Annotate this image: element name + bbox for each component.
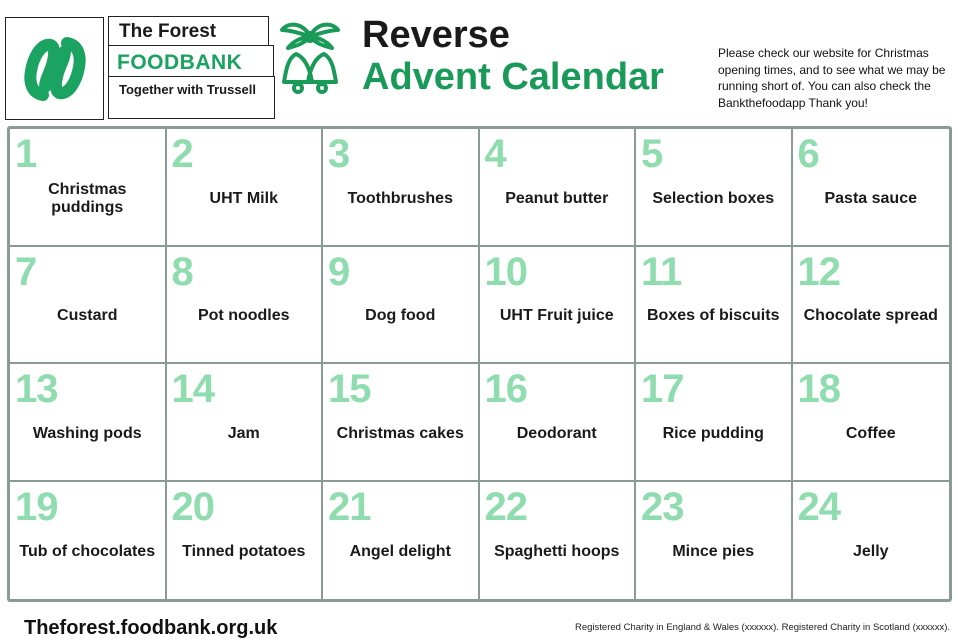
day-item: Custard (57, 307, 118, 325)
calendar-day-cell (793, 247, 950, 365)
day-number: 7 (15, 249, 37, 294)
day-number: 10 (484, 249, 527, 294)
day-number: 13 (15, 367, 58, 411)
day-item: UHT Milk (209, 189, 278, 207)
day-item: Jam (227, 424, 260, 442)
calendar-day-cell (480, 482, 637, 600)
day-item: Tinned potatoes (182, 543, 306, 561)
day-item: Christmas puddings (48, 180, 127, 216)
day-item: Coffee (845, 424, 896, 442)
day-number: 21 (328, 484, 371, 529)
calendar-day-cell (167, 482, 324, 600)
day-number: 3 (328, 132, 350, 176)
day-item: Jelly (852, 543, 889, 561)
calendar-day-cell (323, 247, 480, 365)
org-tagline: Together with Trussell (108, 76, 275, 119)
calendar-day-cell (10, 482, 167, 600)
day-number: 15 (328, 367, 371, 411)
charity-registration: Registered Charity in England & Wales (xxxxxx). Registered Charity in Scotland (xxxxxx). (575, 622, 951, 633)
calendar-day-cell (636, 129, 793, 247)
foodbank-logo (5, 17, 104, 120)
calendar-day-cell (10, 129, 167, 247)
day-item: Tub of chocolates (19, 543, 156, 561)
day-number: 14 (171, 367, 214, 411)
day-item: Selection boxes (652, 189, 775, 207)
day-number: 22 (484, 484, 527, 529)
day-item: Pot noodles (197, 307, 290, 325)
day-number: 17 (641, 367, 684, 411)
calendar-day-cell (793, 482, 950, 600)
calendar-day-cell (167, 247, 324, 365)
day-number: 5 (641, 132, 663, 176)
day-item: Toothbrushes (347, 189, 453, 207)
christmas-bells-icon (274, 18, 346, 100)
day-number: 23 (641, 484, 684, 529)
calendar-day-cell (636, 364, 793, 482)
advent-calendar-grid (7, 126, 952, 602)
day-number: 19 (15, 484, 58, 529)
day-item: Peanut butter (505, 189, 609, 207)
day-number: 6 (797, 132, 819, 176)
org-name: The Forest (108, 16, 269, 46)
day-item: Rice pudding (662, 424, 764, 442)
day-item: Deodorant (516, 424, 597, 442)
day-item: Washing pods (32, 424, 142, 442)
calendar-day-cell (323, 129, 480, 247)
calendar-day-cell (480, 129, 637, 247)
calendar-day-cell (323, 482, 480, 600)
calendar-title-line2: Advent Calendar (362, 56, 664, 98)
day-number: 12 (797, 249, 840, 294)
calendar-day-cell (480, 364, 637, 482)
day-item: UHT Fruit juice (499, 307, 614, 325)
foodbank-logo-icon (15, 29, 95, 109)
calendar-day-cell (480, 247, 637, 365)
calendar-day-cell (323, 364, 480, 482)
day-number: 4 (484, 132, 506, 176)
day-item: Pasta sauce (824, 189, 917, 207)
day-item: Spaghetti hoops (494, 543, 620, 561)
calendar-day-cell (793, 364, 950, 482)
calendar-day-cell (167, 364, 324, 482)
day-number: 9 (328, 249, 350, 294)
day-number: 11 (641, 249, 682, 294)
day-item: Dog food (365, 307, 436, 325)
day-item: Angel delight (349, 543, 451, 561)
org-subtitle: FOODBANK (108, 45, 274, 77)
calendar-day-cell (636, 482, 793, 600)
day-number: 1 (15, 132, 37, 176)
day-item: Mince pies (672, 543, 755, 561)
day-number: 24 (797, 484, 840, 529)
website-link[interactable]: Theforest.foodbank.org.uk (24, 617, 278, 639)
calendar-day-cell (636, 247, 793, 365)
day-number: 20 (171, 484, 214, 529)
day-item: Boxes of biscuits (647, 307, 780, 325)
day-number: 2 (171, 132, 193, 176)
day-number: 18 (797, 367, 840, 411)
day-number: 16 (484, 367, 527, 411)
day-item: Christmas cakes (336, 424, 464, 442)
calendar-day-cell (167, 129, 324, 247)
info-note: Please check our website for Christmas opening times, and to see what we may be running short of. You can also check the Bankthefoodapp Thank you! (718, 46, 946, 110)
day-item: Chocolate spread (803, 307, 938, 325)
calendar-day-cell (10, 247, 167, 365)
calendar-day-cell (10, 364, 167, 482)
calendar-day-cell (793, 129, 950, 247)
day-number: 8 (171, 249, 193, 294)
calendar-title-line1: Reverse (362, 14, 510, 56)
